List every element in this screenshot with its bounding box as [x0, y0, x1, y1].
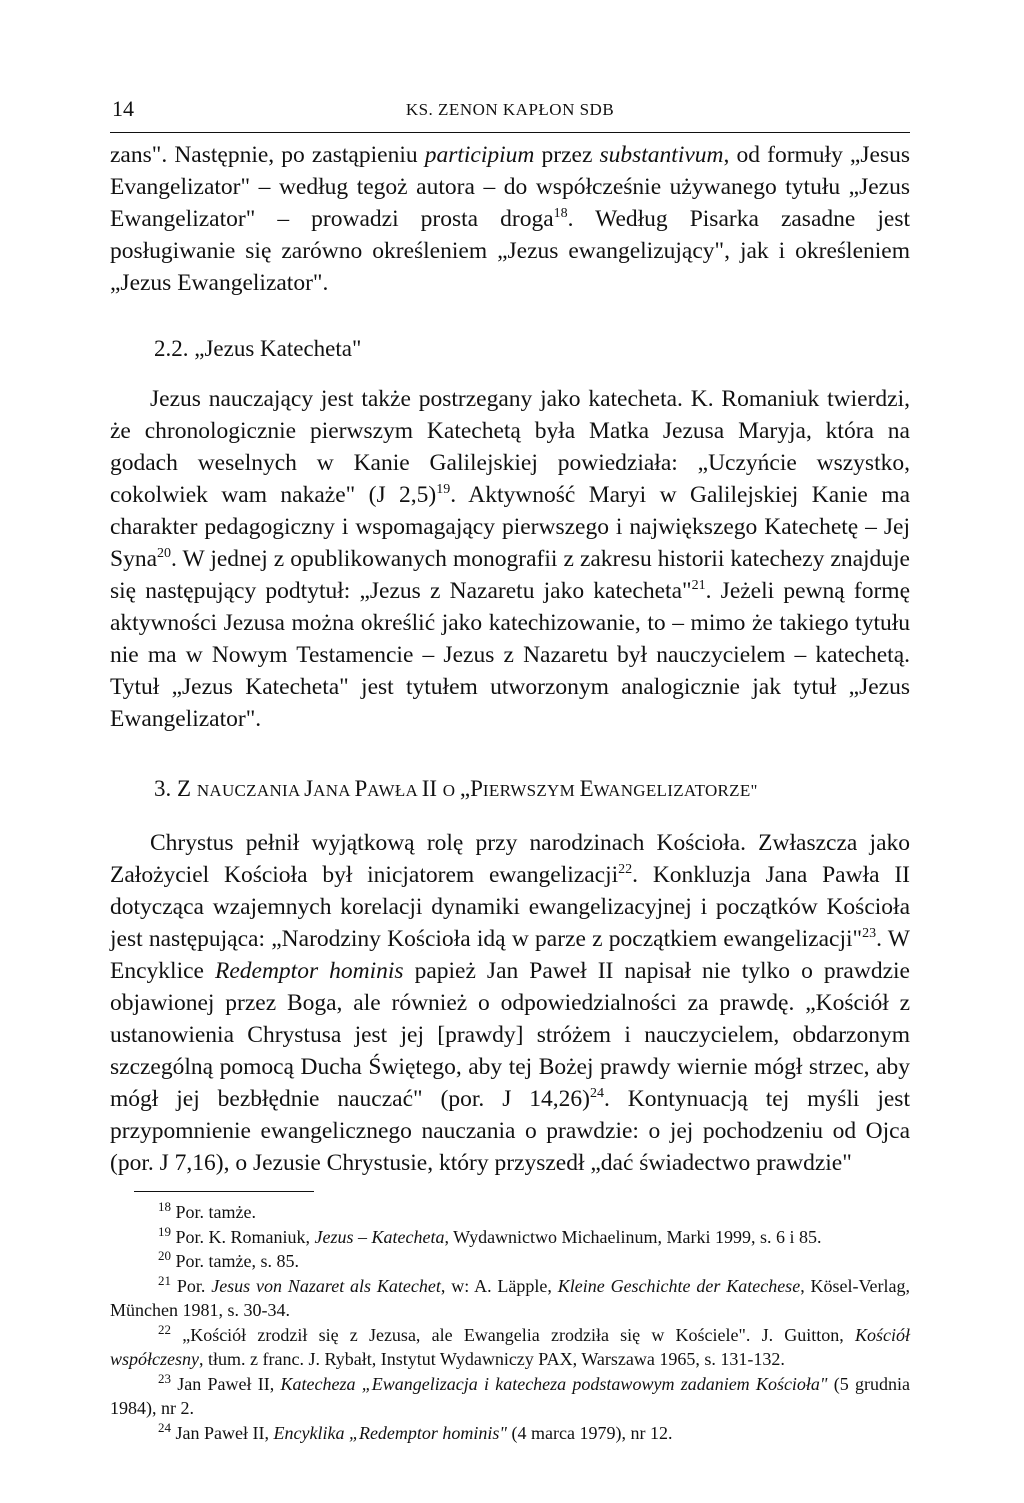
footnote-text: Por. tamże. [171, 1202, 256, 1222]
text-run: Jezus nauczający jest także postrzegany jako katecheta. K. Romaniuk twierdzi, że chronologicznie pierwszym Katechetą była Matka Jezusa Maryja, która na godach weselnych w Kanie Galilejskiej powiedziała: „Uczyńcie wszystko, cokolwiek wam nakaże" (J 2,5) [110, 386, 910, 508]
footnote-italic: Katecheza „Ewangelizacja i katecheza podstawowym zadaniem Kościoła" [280, 1373, 828, 1394]
heading-run: „P [459, 776, 483, 801]
text-run: . Według Pisarka zasadne jest posługiwanie się zarówno określeniem „Jezus ewangelizujący", jak i określeniem „Jezus Ewangelizator". [110, 206, 910, 296]
heading-run: AWŁA [367, 781, 422, 800]
text-run: zans". Następnie, po zastąpieniu [110, 142, 425, 168]
page-number: 14 [112, 96, 134, 121]
footnotes [110, 1200, 910, 1445]
italic-term-substantivum: substantivum [599, 142, 724, 168]
running-header [110, 92, 910, 133]
footnote-italic: Jezus – Katecheta [314, 1226, 445, 1247]
footnote-number: 18 [158, 1199, 171, 1214]
italic-title-redemptor-hominis: Redemptor hominis [214, 958, 404, 984]
footnote-divider [134, 1191, 314, 1192]
footnote-ref-18[interactable]: 18 [553, 206, 568, 222]
footnote-text: , w: A. Läpple, [440, 1275, 558, 1296]
footnote-number: 20 [158, 1248, 171, 1263]
footnote-23 [110, 1372, 910, 1421]
text-run: , od formuły „Jesus Evangelizator" – według tegoż autora – do współcześnie używanego tytułu „Jezus Ewangelizator" – prowadzi prosta droga [110, 142, 910, 232]
footnote-text: , Kösel-Verlag, München 1981, s. 30-34. [110, 1275, 910, 1320]
text-run: . Jeżeli pewną formę aktywności Jezusa można określić jako katechizowanie, to – mimo że takiego tytułu nie ma w Nowym Testamencie – Jezus z Nazaretu był nauczycielem – katechetą. Tytuł „Jezus Katecheta" jest tytułem utworzonym analogicznie jak tytuł „Jezus Ewangelizator". [110, 578, 911, 732]
footnote-text: (5 grudnia 1984), nr 2. [110, 1373, 910, 1418]
heading-run: J [304, 776, 314, 801]
footnote-number: 21 [158, 1272, 171, 1288]
footnote-22 [110, 1323, 910, 1372]
section-number: 3. [154, 776, 177, 801]
footnote-italic: Kleine Geschichte der Katechese [557, 1275, 801, 1296]
footnote-text: Por. tamże, s. 85. [171, 1251, 299, 1271]
heading-run: ANA [313, 781, 355, 800]
footnote-text: Jan Paweł II, [171, 1422, 274, 1443]
footnote-24 [110, 1421, 910, 1446]
heading-run: II [421, 776, 443, 801]
footnote-number: 19 [158, 1223, 171, 1239]
footnote-text: Jan Paweł II, [171, 1373, 281, 1394]
footnote-number: 22 [158, 1321, 171, 1337]
paragraph-3 [110, 827, 910, 1179]
footnote-italic: Jesus von Nazaret als Katechet [211, 1275, 441, 1296]
footnote-18 [110, 1200, 910, 1225]
footnote-text: , Wydawnictwo Michaelinum, Marki 1999, s. 6 i 85. [444, 1226, 822, 1247]
footnote-ref-19[interactable]: 19 [436, 482, 451, 498]
footnote-ref-22[interactable]: 22 [618, 862, 633, 878]
footnote-number: 23 [158, 1370, 171, 1386]
text-run: przez [534, 142, 600, 168]
heading-run: Z [177, 776, 197, 801]
italic-term-participium: participium [424, 142, 535, 168]
footnote-text: „Kościół zrodził się z Jezusa, ale Ewangelia zrodziła się w Kościele". J. Guitton, [171, 1324, 855, 1345]
footnote-21 [110, 1274, 910, 1323]
text-run: . Kontynuacją tej myśli jest przypomnienie ewangelicznego nauczania o prawdzie: o jej pochodzeniu od Ojca (por. J 7,16), o Jezusie Chrystusie, który przyszedł „dać świadectwo prawdzie" [110, 1086, 910, 1176]
text-run: . Konkluzja Jana Pawła II dotycząca wzajemnych korelacji dynamiki ewangelizacyjnej i początków Kościoła jest następująca: „Narodziny Kościoła idą w parze z początkiem ewangelizacji" [110, 862, 910, 952]
footnote-20 [110, 1249, 910, 1274]
footnote-ref-20[interactable]: 20 [157, 546, 171, 562]
text-run: . W Encyklice [110, 926, 910, 984]
heading-run: E [579, 776, 594, 801]
heading-run: O [442, 781, 460, 800]
footnote-text: (4 marca 1979), nr 12. [507, 1422, 673, 1443]
text-run: Chrystus pełnił wyjątkową rolę przy narodzinach Kościoła. Zwłaszcza jako Założyciel Kościoła był inicjatorem ewangelizacji [110, 830, 910, 888]
page [110, 92, 910, 1445]
footnote-number: 24 [158, 1419, 171, 1435]
subsection-heading: 2.2. „Jezus Katecheta" [154, 336, 362, 361]
heading-run: P [354, 776, 368, 801]
footnote-italic: Encyklika „Redemptor hominis" [273, 1422, 507, 1443]
text-run: papież Jan Paweł II napisał nie tylko o prawdzie objawionej przez Boga, ale również o odpowiedzialności za prawdę. „Kościół z ustanowienia Chrystusa jest jej [prawdy] stróżem i nauczycielem, obdarzonym szczególną pomocą Ducha Świętego, aby tej Bożej prawdy wiernie mógł strzec, aby mógł jej bezbłędnie nauczać" (por. J 14,26) [110, 958, 910, 1112]
heading-run: WANGELIZATORZE" [593, 781, 758, 800]
paragraph-2 [110, 383, 910, 735]
heading-run: IERWSZYM [482, 781, 580, 800]
text-run: . W jednej z opublikowanych monografii z zakresu historii katechezy znajduje się następujący podtytuł: „Jezus z Nazaretu jako katecheta" [110, 546, 910, 604]
footnote-ref-24[interactable]: 24 [589, 1086, 604, 1102]
running-title: KS. ZENON KAPŁON SDB [405, 100, 615, 119]
footnote-text: Por. [171, 1275, 212, 1296]
section-heading [154, 773, 910, 807]
footnote-text: Por. K. Romaniuk, [171, 1226, 315, 1247]
footnote-19 [110, 1225, 910, 1250]
footnote-text: , tłum. z franc. J. Rybałt, Instytut Wydawniczy PAX, Warszawa 1965, s. 131-132. [199, 1349, 785, 1369]
footnote-italic: Kościół współczesny [110, 1324, 910, 1369]
paragraph-1 [110, 139, 910, 299]
heading-run: NAUCZANIA [196, 781, 305, 800]
footnote-ref-21[interactable]: 21 [691, 578, 706, 594]
text-run: . Aktywność Maryi w Galilejskiej Kanie ma charakter pedagogiczny i wspomagający pierwszego i największego Katechetę – Jej Syna [110, 482, 910, 572]
footnote-ref-23[interactable]: 23 [862, 926, 877, 942]
